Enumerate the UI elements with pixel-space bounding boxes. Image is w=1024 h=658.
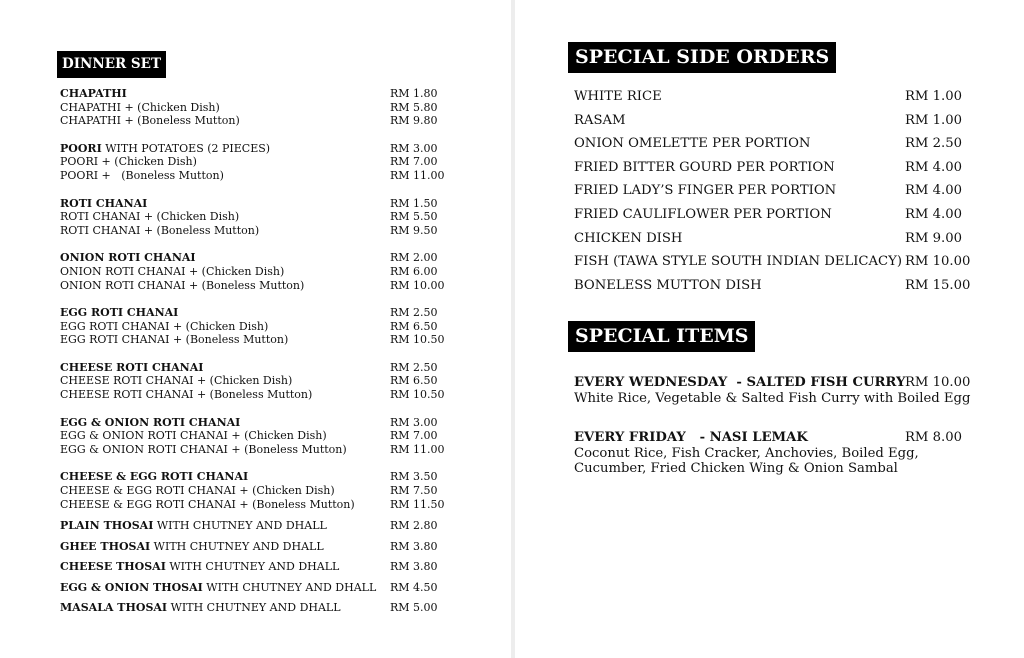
item-price: RM 7.50 [390, 483, 438, 497]
item-name-bold: PLAIN THOSAI [60, 519, 154, 533]
item-price: RM 10.00 [905, 254, 971, 270]
item-price: RM 10.00 [390, 278, 445, 292]
item-price: RM 3.00 [390, 415, 438, 429]
item-price: RM 10.00 [905, 375, 971, 390]
item-name: BONELESS MUTTON DISH [574, 277, 762, 293]
item-name-bold: ROTI CHANAI [60, 196, 148, 210]
dinner-group [60, 361, 460, 402]
dinner-group [60, 470, 460, 511]
item-price: RM 7.00 [390, 429, 438, 443]
dinner-group [60, 251, 460, 292]
side-order-item [574, 274, 984, 298]
item-name: WITH POTATOES (2 PIECES) [101, 141, 271, 155]
menu-item [60, 498, 460, 512]
menu-item [60, 306, 460, 320]
menu-item [60, 374, 460, 388]
item-name-bold: GHEE THOSAI [60, 539, 151, 553]
item-name: WITH CHUTNEY AND DHALL [150, 539, 324, 553]
item-price: RM 2.80 [390, 519, 438, 533]
menu-item [60, 537, 460, 558]
item-price: RM 5.50 [390, 210, 438, 224]
side-order-item [574, 156, 984, 180]
item-price: RM 10.50 [390, 333, 445, 347]
item-price: RM 2.50 [390, 306, 438, 319]
item-price: RM 2.50 [905, 136, 962, 152]
item-name-bold: EGG & ONION THOSAI [60, 580, 203, 594]
item-price: RM 9.50 [390, 223, 438, 237]
dinner-group [60, 416, 460, 457]
menu-item [60, 361, 460, 375]
side-order-item [574, 179, 984, 203]
item-description: Coconut Rice, Fish Cracker, Anchovies, Boiled Egg, [574, 445, 919, 461]
item-name: WITH CHUTNEY AND DHALL [167, 601, 341, 615]
item-name: WITH CHUTNEY AND DHALL [153, 519, 327, 533]
item-name: FISH (TAWA STYLE SOUTH INDIAN DELICACY) [574, 254, 902, 270]
item-price: RM 5.00 [390, 601, 438, 615]
item-price: RM 15.00 [905, 277, 971, 293]
dinner-set-header: DINNER SET [57, 51, 166, 78]
item-name: WITH CHUTNEY AND DHALL [165, 560, 340, 574]
item-name: ONION ROTI CHANAI + (Chicken Dish) [60, 264, 285, 278]
item-price: RM 3.50 [390, 470, 438, 484]
item-name: CHEESE ROTI CHANAI + (Boneless Mutton) [60, 388, 313, 402]
item-name: WITH CHUTNEY AND DHALL [202, 580, 377, 594]
item-price: RM 1.80 [390, 87, 438, 100]
menu-item [60, 557, 460, 578]
item-price: RM 4.00 [905, 183, 962, 199]
item-name: EGG & ONION ROTI CHANAI + (Boneless Mutton) [60, 442, 347, 456]
menu-item [60, 598, 460, 619]
menu-item [60, 142, 460, 156]
menu-item [60, 578, 460, 599]
menu-item [60, 429, 460, 443]
dinner-group [60, 87, 460, 128]
menu-item [60, 87, 460, 101]
item-name-bold: CHAPATHI [60, 87, 127, 100]
item-name: EGG ROTI CHANAI + (Chicken Dish) [60, 319, 269, 333]
item-price: RM 4.00 [905, 206, 962, 222]
item-name: CHEESE ROTI CHANAI + (Chicken Dish) [60, 374, 293, 388]
menu-item [60, 320, 460, 334]
item-price: RM 1.50 [390, 196, 438, 210]
dinner-group [60, 142, 460, 183]
item-name: CHAPATHI + (Boneless Mutton) [60, 114, 240, 128]
item-name-bold: ONION ROTI CHANAI [60, 251, 196, 265]
menu-item [60, 101, 460, 115]
item-name: WHITE RICE [574, 89, 662, 104]
side-orders-list [574, 85, 984, 297]
item-price: RM 3.80 [390, 539, 438, 553]
dinner-set-list [60, 87, 460, 619]
side-order-item [574, 250, 984, 274]
item-name-bold: MASALA THOSAI [60, 601, 168, 615]
item-name-bold: EGG ROTI CHANAI [60, 306, 179, 319]
item-name-bold: CHEESE & EGG ROTI CHANAI [60, 470, 249, 484]
item-price: RM 9.80 [390, 114, 438, 128]
menu-item [60, 197, 460, 211]
item-name: EVERY WEDNESDAY - SALTED FISH CURRY [574, 375, 906, 390]
menu-item [60, 114, 460, 128]
item-name: ONION OMELETTE PER PORTION [574, 136, 811, 152]
side-orders-header: SPECIAL SIDE ORDERS [568, 42, 836, 73]
special-items-header: SPECIAL ITEMS [568, 321, 755, 352]
side-order-item [574, 132, 984, 156]
item-name: CHEESE & EGG ROTI CHANAI + (Chicken Dish) [60, 483, 335, 497]
side-order-item [574, 203, 984, 227]
item-price: RM 7.00 [390, 155, 438, 169]
menu-item [60, 224, 460, 238]
item-price: RM 11.00 [390, 442, 445, 456]
item-price: RM 10.50 [390, 388, 445, 402]
item-name: EGG & ONION ROTI CHANAI + (Chicken Dish) [60, 429, 327, 443]
item-name: RASAM [574, 112, 626, 128]
side-order-item [574, 85, 984, 109]
item-name: ROTI CHANAI + (Chicken Dish) [60, 210, 240, 224]
item-price: RM 4.50 [390, 580, 438, 594]
item-name: CHICKEN DISH [574, 230, 683, 246]
menu-item [60, 251, 460, 265]
thosai-list [60, 516, 460, 619]
item-name: ONION ROTI CHANAI + (Boneless Mutton) [60, 278, 305, 292]
menu-item [60, 210, 460, 224]
item-name: POORI + (Boneless Mutton) [60, 169, 224, 183]
item-name: FRIED BITTER GOURD PER PORTION [574, 159, 835, 175]
item-name: EGG ROTI CHANAI + (Boneless Mutton) [60, 333, 289, 347]
item-name-bold: POORI [60, 141, 102, 155]
menu-item [60, 416, 460, 430]
menu-item [60, 388, 460, 402]
item-price: RM 3.00 [390, 141, 438, 155]
menu-item [60, 484, 460, 498]
item-price: RM 6.00 [390, 264, 438, 278]
item-name: ROTI CHANAI + (Boneless Mutton) [60, 223, 260, 237]
menu-item [60, 279, 460, 293]
item-price: RM 6.50 [390, 374, 438, 388]
side-order-item [574, 109, 984, 133]
item-price: RM 3.80 [390, 560, 438, 574]
item-name-bold: CHEESE THOSAI [60, 560, 166, 574]
item-price: RM 2.00 [390, 251, 438, 265]
item-price: RM 1.00 [905, 89, 962, 104]
item-name-bold: EGG & ONION ROTI CHANAI [60, 415, 241, 429]
item-description: Cucumber, Fried Chicken Wing & Onion Sambal [574, 461, 898, 477]
item-description: White Rice, Vegetable & Salted Fish Curry with Boiled Egg [574, 390, 971, 406]
menu-item [60, 155, 460, 169]
item-price: RM 11.00 [390, 169, 445, 183]
menu-item [60, 169, 460, 183]
item-name: FRIED CAULIFLOWER PER PORTION [574, 206, 832, 222]
menu-item [60, 443, 460, 457]
item-name: POORI + (Chicken Dish) [60, 155, 197, 169]
special-item [574, 375, 984, 406]
item-name: CHAPATHI + (Chicken Dish) [60, 100, 220, 114]
menu-page-left [0, 0, 511, 658]
item-name: EVERY FRIDAY - NASI LEMAK [574, 430, 808, 445]
item-price: RM 4.00 [905, 159, 962, 175]
item-price: RM 9.00 [905, 230, 962, 246]
dinner-group [60, 306, 460, 347]
item-price: RM 6.50 [390, 319, 438, 333]
side-order-item [574, 227, 984, 251]
menu-item [60, 265, 460, 279]
item-name: FRIED LADY’S FINGER PER PORTION [574, 183, 837, 199]
item-price: RM 8.00 [905, 430, 962, 445]
item-price: RM 5.80 [390, 100, 438, 114]
item-price: RM 1.00 [905, 112, 962, 128]
dinner-group [60, 197, 460, 238]
item-name: CHEESE & EGG ROTI CHANAI + (Boneless Mutton) [60, 497, 355, 511]
item-price: RM 11.50 [390, 497, 445, 511]
menu-item [60, 333, 460, 347]
item-price: RM 2.50 [390, 360, 438, 374]
menu-item [60, 470, 460, 484]
special-item [574, 430, 984, 477]
item-name-bold: CHEESE ROTI CHANAI [60, 360, 204, 374]
menu-item [60, 516, 460, 537]
